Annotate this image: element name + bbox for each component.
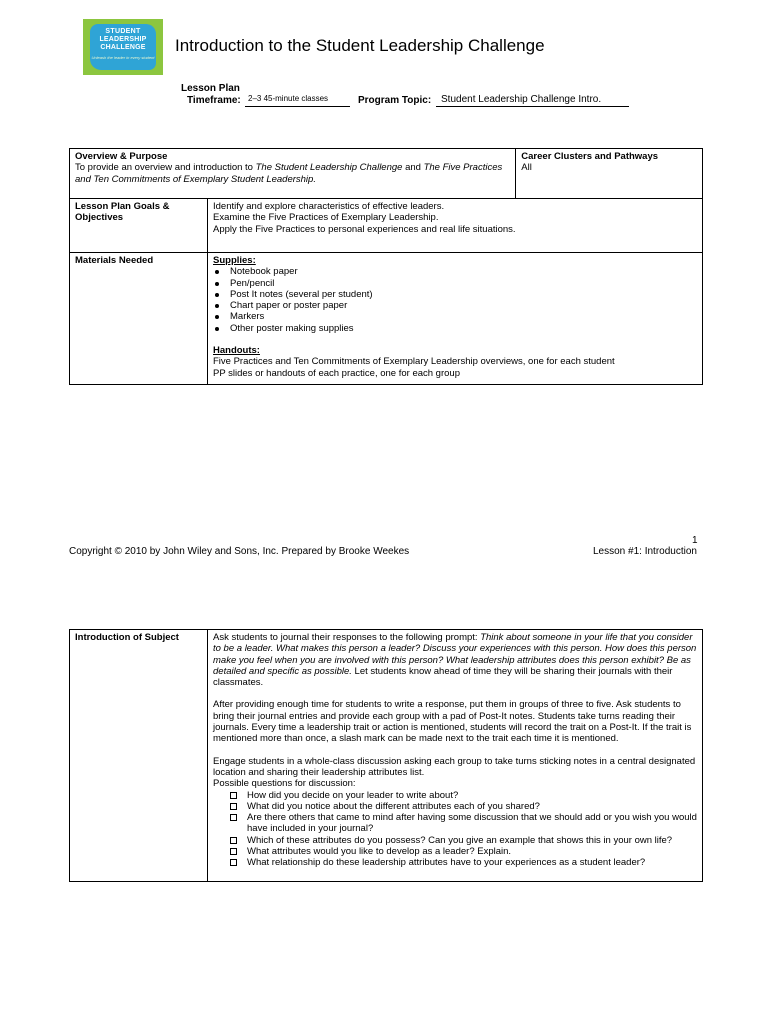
question-text: What did you notice about the different attributes each of you shared? [247, 800, 540, 812]
checkbox-icon [230, 859, 237, 866]
prompt-text: Ask students to journal their responses to the following prompt: [213, 632, 481, 643]
goals-heading-cell [70, 199, 208, 253]
table-row [70, 149, 703, 199]
timeframe-field [245, 93, 350, 107]
career-value: All [521, 162, 532, 174]
materials-cell [208, 253, 703, 385]
goal-item: Identify and explore characteristics of effective leaders. [213, 201, 445, 212]
supplies-label: Supplies: [213, 255, 256, 266]
table-row [70, 630, 703, 882]
introduction-heading-cell [70, 630, 208, 882]
list-item: Other poster making supplies [213, 323, 697, 334]
list-item: Markers [213, 311, 697, 322]
career-cell [516, 149, 703, 199]
introduction-heading: Introduction of Subject [75, 632, 179, 643]
lesson-plan-label: Lesson Plan [181, 83, 240, 94]
goals-heading: Lesson Plan Goals & Objectives [75, 201, 170, 224]
goals-cell [208, 199, 703, 253]
handout-item: PP slides or handouts of each practice, one for each group [213, 367, 460, 379]
question-text: What relationship do these leadership attributes have to your experiences as a student leader? [247, 857, 646, 869]
list-item [213, 857, 697, 868]
program-logo [83, 19, 163, 75]
questions-label: Possible questions for discussion: [213, 778, 356, 790]
prompt-paragraph [213, 632, 697, 688]
checkbox-icon [230, 848, 237, 855]
logo-tagline: Unleash the leader in every student [91, 55, 155, 60]
overview-text-part: and [402, 162, 424, 174]
question-text: What attributes would you like to develop as a leader? Explain. [247, 846, 512, 858]
goal-item: Apply the Five Practices to personal experiences and real life situations. [213, 223, 516, 235]
list-item [213, 812, 697, 835]
handout-item: Five Practices and Ten Commitments of Exemplary Leadership overviews, one for each student [213, 356, 615, 368]
logo-text-line1: STUDENT [105, 28, 141, 35]
checkbox-icon [230, 803, 237, 810]
materials-heading: Materials Needed [75, 255, 154, 266]
overview-text-part: To provide an overview and introduction to [75, 162, 256, 174]
prompt-italic-text: Think about someone in your life that you consider to be a leader. What makes this person a leader? Discuss your experiences with this person. How does this person make you feel when you are involved with this person? What leadership attributes does this person exhibit? Be as detailed and specific as possible. [213, 632, 697, 677]
timeframe-label: Timeframe: [187, 95, 241, 106]
questions-list [213, 790, 697, 869]
program-topic-value: Student Leadership Challenge Intro. [441, 94, 602, 105]
list-item [213, 801, 697, 812]
logo-text-line3: CHALLENGE [100, 44, 146, 51]
question-text: Are there others that came to mind after having some discussion that we should add or you wish you would have included in your journal? [247, 812, 697, 835]
goal-item: Examine the Five Practices of Exemplary Leadership. [213, 212, 439, 224]
handouts-label: Handouts: [213, 345, 260, 357]
introduction-content-cell [208, 630, 703, 882]
logo-text-line2: LEADERSHIP [99, 36, 147, 43]
copyright-text: Copyright © 2010 by John Wiley and Sons, Inc. Prepared by Brooke Weekes [69, 546, 410, 557]
prompt-tail-text: Let students know ahead of time they will be sharing their journals with their classmates. [213, 665, 673, 689]
logo-badge [90, 24, 156, 70]
lesson-label: Lesson #1: Introduction [593, 546, 697, 557]
program-topic-label: Program Topic: [358, 95, 432, 106]
question-text: Which of these attributes do you possess? Can you give an example that shows this in your own life? [247, 834, 673, 846]
program-topic-field [436, 93, 629, 107]
document-title: Introduction to the Student Leadership Challenge [175, 36, 545, 55]
discussion-paragraph: Engage students in a whole-class discussion asking each group to take turns sticking notes in a central designated location and sharing their leadership attributes list. [213, 755, 696, 778]
overview-cell [70, 149, 516, 199]
table-row [70, 253, 703, 385]
overview-text-italic: The Student Leadership Challenge [255, 162, 403, 174]
list-item: Notebook paper [213, 266, 697, 277]
question-text: How did you decide on your leader to write about? [247, 789, 459, 801]
overview-heading: Overview & Purpose [75, 151, 168, 162]
list-item: Chart paper or poster paper [213, 300, 697, 311]
list-item [213, 846, 697, 857]
overview-text-italic: The Five Practices and Ten Commitments of Exemplary Student Leadership. [75, 162, 503, 185]
career-heading: Career Clusters and Pathways [521, 151, 659, 162]
list-item: Post It notes (several per student) [213, 289, 697, 300]
materials-heading-cell [70, 253, 208, 385]
list-item: Pen/pencil [213, 278, 697, 289]
groups-paragraph: After providing enough time for students to write a response, put them in groups of three to five. Ask students to bring their journal entries and provide each group with a pad of Post-It notes. Students take turns reading their journals. Every time a leadership trait or action is mentioned, students will record the trait on a Post-It. If the trait is mentioned more than once, a slash mark can be made next to the trait each time it is mentioned. [213, 699, 692, 745]
page-number: 1 [692, 535, 698, 546]
table-row [70, 199, 703, 253]
timeframe-value: 2–3 45-minute classes [248, 94, 329, 103]
overview-text [75, 162, 510, 185]
introduction-table [69, 629, 703, 882]
lesson-plan-table [69, 148, 703, 385]
checkbox-icon [230, 814, 237, 821]
supplies-list [213, 266, 697, 334]
list-item [213, 835, 697, 846]
list-item [213, 790, 697, 801]
checkbox-icon [230, 792, 237, 799]
checkbox-icon [230, 837, 237, 844]
